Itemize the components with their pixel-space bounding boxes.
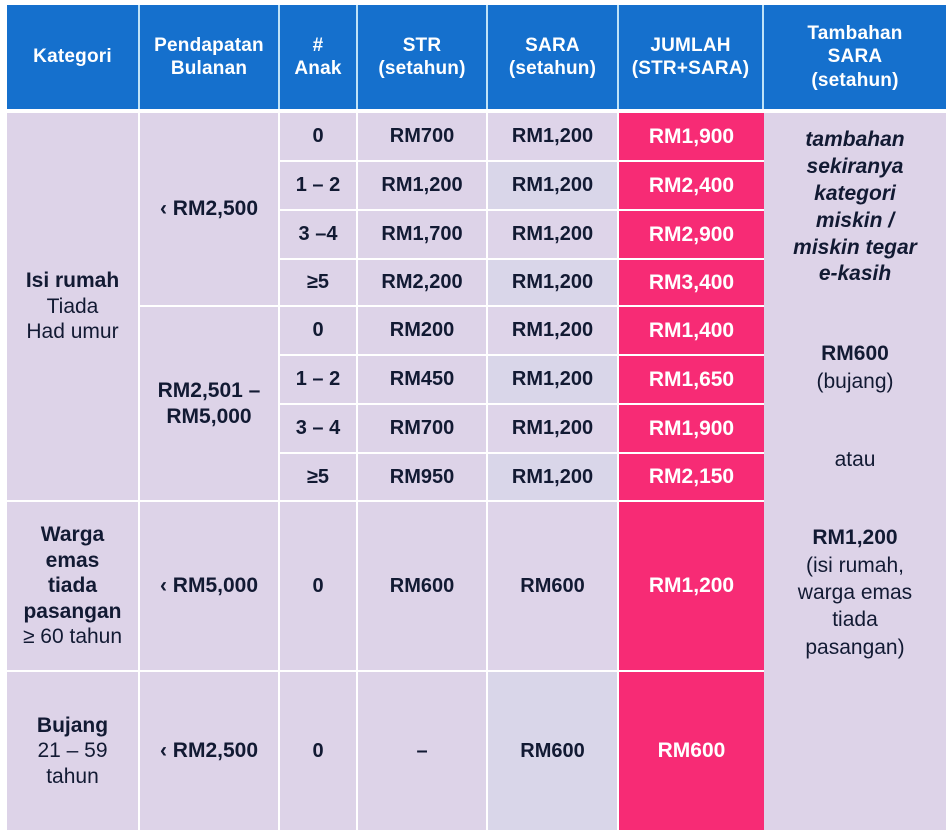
- jumlah-cell: RM1,400: [619, 307, 764, 356]
- tambahan-amount-household: RM1,200: [812, 526, 898, 550]
- category-line: pasangan: [23, 599, 122, 623]
- str-cell: RM200: [358, 307, 488, 356]
- column-header-jumlah: [619, 5, 764, 109]
- note-line: kategori: [814, 181, 896, 205]
- anak-cell: 0: [280, 113, 358, 162]
- sara-cell: RM1,200: [488, 162, 619, 211]
- jumlah-cell: RM3,400: [619, 260, 764, 307]
- category-line: Had umur: [26, 320, 119, 344]
- category-cell-isi-rumah: [7, 113, 140, 502]
- header-line: Bulanan: [170, 58, 248, 79]
- column-header-pendapatan-bulanan: [140, 5, 280, 109]
- category-line: Isi rumah: [25, 269, 120, 293]
- note-line: tambahan: [805, 128, 905, 151]
- header-line: Pendapatan: [154, 34, 264, 56]
- income-cell-bujang-lt-2500: [140, 672, 280, 830]
- header-line: Tambahan: [807, 23, 903, 45]
- anak-cell: 0: [280, 502, 358, 672]
- jumlah-cell: RM1,900: [619, 405, 764, 454]
- sara-cell: RM1,200: [488, 211, 619, 260]
- jumlah-cell: RM2,150: [619, 454, 764, 502]
- category-cell-warga-emas: [7, 502, 140, 672]
- str-cell: RM600: [358, 502, 488, 672]
- tambahan-note-italic: [793, 127, 917, 288]
- income-line: ‹ RM2,500: [159, 197, 259, 221]
- income-line: ‹ RM5,000: [159, 574, 259, 598]
- sara-cell: RM1,200: [488, 356, 619, 405]
- column-header-kategori: [7, 5, 140, 109]
- jumlah-cell: RM1,900: [619, 113, 764, 162]
- header-line: SARA: [525, 34, 580, 56]
- anak-cell: 0: [280, 307, 358, 356]
- category-line: emas: [45, 548, 100, 572]
- header-line: (setahun): [378, 58, 466, 79]
- jumlah-cell: RM1,650: [619, 356, 764, 405]
- header-line: (setahun): [508, 58, 597, 79]
- str-cell: RM950: [358, 454, 488, 502]
- income-line: RM2,501 –: [157, 378, 261, 402]
- note-line: warga emas: [797, 581, 913, 605]
- category-line: tiada: [47, 574, 97, 598]
- category-line: tahun: [46, 764, 99, 788]
- sara-cell: RM1,200: [488, 260, 619, 307]
- sara-cell: RM1,200: [488, 307, 619, 356]
- income-cell-2501-5000: [140, 307, 280, 502]
- category-line: Bujang: [36, 713, 109, 737]
- note-line: pasangan): [805, 635, 905, 659]
- sara-cell: RM1,200: [488, 405, 619, 454]
- column-header-sara: [488, 5, 619, 109]
- header-line: SARA: [827, 46, 883, 68]
- str-cell: RM450: [358, 356, 488, 405]
- tambahan-separator: atau: [834, 447, 876, 471]
- jumlah-cell: RM2,400: [619, 162, 764, 211]
- column-header-tambahan-sara: [764, 5, 946, 109]
- header-line: Kategori: [33, 46, 112, 68]
- category-line: Warga: [40, 522, 105, 546]
- note-line: (isi rumah,: [805, 553, 904, 577]
- anak-cell: 1 – 2: [280, 356, 358, 405]
- str-cell: RM1,700: [358, 211, 488, 260]
- column-header-bilangan-anak: [280, 5, 358, 109]
- note-line: miskin tegar: [793, 235, 917, 259]
- str-cell: –: [358, 672, 488, 830]
- note-line: tiada: [832, 608, 878, 632]
- category-cell-bujang: [7, 672, 140, 830]
- note-line: sekiranya: [806, 154, 904, 178]
- income-cell-lt-2500: [140, 113, 280, 307]
- category-line: 21 – 59: [37, 739, 108, 763]
- note-line: e-kasih: [818, 262, 892, 286]
- header-line: (setahun): [811, 69, 899, 91]
- header-line: (STR+SARA): [631, 58, 750, 79]
- tambahan-amount-bujang-sub: (bujang): [816, 369, 894, 393]
- str-cell: RM2,200: [358, 260, 488, 307]
- header-line: STR: [402, 34, 442, 56]
- anak-cell: ≥5: [280, 260, 358, 307]
- header-line: #: [312, 34, 324, 56]
- jumlah-cell: RM2,900: [619, 211, 764, 260]
- category-line: Tiada: [46, 294, 99, 318]
- jumlah-cell: RM1,200: [619, 502, 764, 672]
- anak-cell: 0: [280, 672, 358, 830]
- income-cell-lt-5000: [140, 502, 280, 672]
- sara-cell: RM600: [488, 672, 619, 830]
- str-cell: RM1,200: [358, 162, 488, 211]
- income-line: RM5,000: [166, 404, 252, 428]
- income-line: ‹ RM2,500: [159, 739, 259, 763]
- tambahan-amount-bujang: RM600: [821, 342, 889, 366]
- note-line: miskin /: [815, 208, 895, 232]
- tambahan-sara-note-cell: [764, 113, 946, 830]
- category-line: ≥ 60 tahun: [22, 625, 123, 649]
- sara-cell: RM1,200: [488, 113, 619, 162]
- jumlah-cell: RM600: [619, 672, 764, 830]
- sara-cell: RM1,200: [488, 454, 619, 502]
- anak-cell: 3 –4: [280, 211, 358, 260]
- tambahan-amount-bujang-block: [816, 340, 893, 395]
- anak-cell: 3 – 4: [280, 405, 358, 454]
- str-cell: RM700: [358, 405, 488, 454]
- column-header-str: [358, 5, 488, 109]
- sara-cell: RM600: [488, 502, 619, 672]
- str-cell: RM700: [358, 113, 488, 162]
- anak-cell: 1 – 2: [280, 162, 358, 211]
- header-line: Anak: [294, 58, 342, 79]
- header-line: JUMLAH: [650, 34, 731, 56]
- anak-cell: ≥5: [280, 454, 358, 502]
- tambahan-amount-household-block: [798, 524, 912, 660]
